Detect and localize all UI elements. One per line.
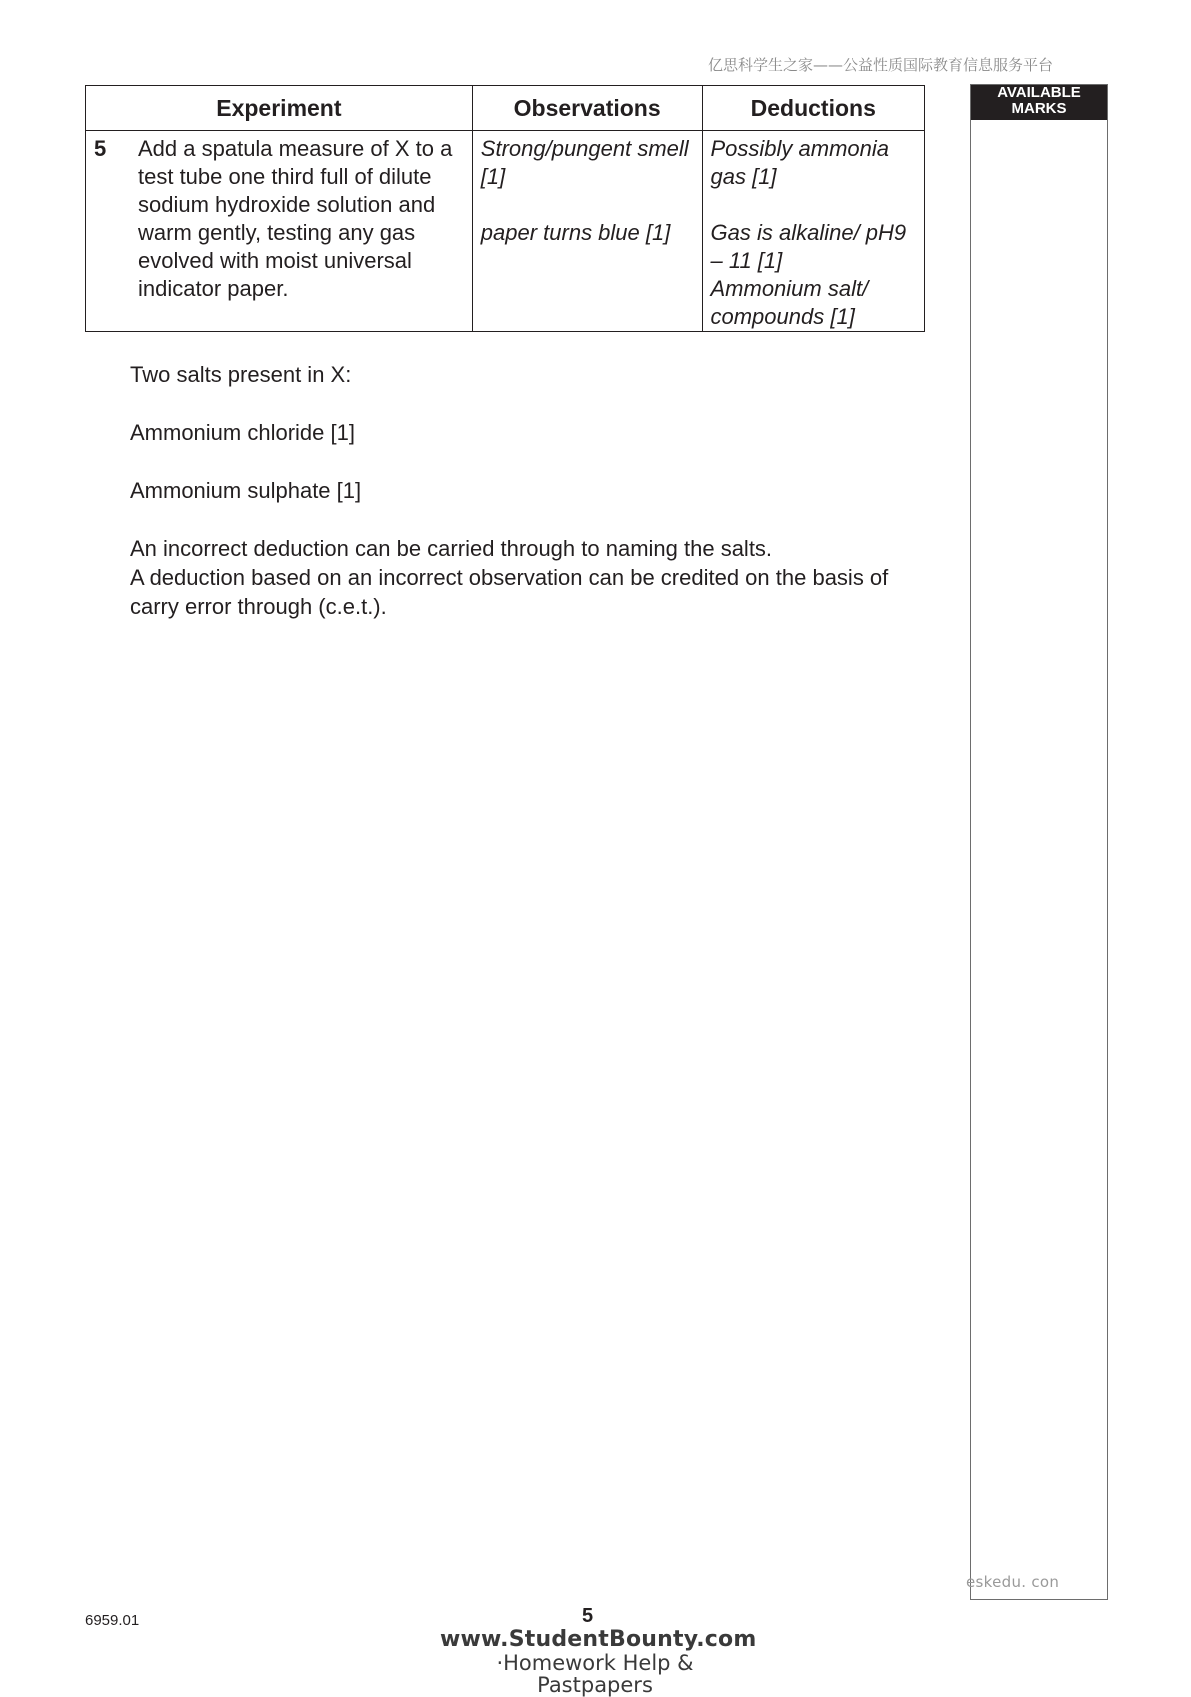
question-number: 5 [94, 136, 107, 161]
paper-code: 6959.01 [85, 1612, 140, 1629]
marks-header-line1: AVAILABLE [997, 84, 1081, 101]
marks-header-line2: MARKS [1011, 100, 1067, 117]
marking-note: A deduction based on an incorrect observation can be credited on the basis of carry error through (c.e.t.). [130, 565, 889, 619]
marking-note: An incorrect deduction can be carried through to naming the salts. [130, 536, 773, 561]
salts-intro: Two salts present in X: [130, 362, 352, 387]
experiment-cell [86, 131, 473, 332]
header-experiment: Experiment [86, 86, 473, 131]
header-observations: Observations [472, 86, 702, 131]
header-deductions: Deductions [702, 86, 925, 131]
available-marks-header [971, 85, 1107, 120]
deductions-cell [702, 131, 925, 332]
studentbounty-logo [440, 1627, 757, 1697]
header-watermark: 亿思科学生之家——公益性质国际教育信息服务平台 [707, 56, 1053, 74]
salt-answer-2: Ammonium sulphate [1] [130, 478, 362, 503]
logo-url: www.StudentBounty.com [440, 1627, 757, 1652]
experiment-text: Add a spatula measure of X to a test tube one third full of dilute sodium hydroxide solution and warm gently, testing any gas evolved with moist universal indicator paper. [138, 136, 453, 301]
salt-answer-1: Ammonium chloride [1] [130, 420, 355, 445]
logo-tagline: ·Homework Help & Pastpapers [496, 1651, 694, 1697]
deduction-item: Possibly ammonia gas [1] [710, 136, 890, 189]
side-watermark: eskedu. con [966, 1573, 1060, 1591]
available-marks-column [970, 84, 1108, 1600]
experiment-table [85, 85, 925, 332]
table-row [86, 131, 925, 332]
marking-notes [130, 534, 930, 621]
table-header-row [86, 86, 925, 131]
observation-item: paper turns blue [1] [480, 220, 671, 245]
deduction-item: Gas is alkaline/ pH9 – 11 [1] [710, 220, 907, 273]
deduction-item: Ammonium salt/ compounds [1] [710, 276, 869, 329]
observation-item: Strong/pungent smell [1] [480, 136, 689, 189]
observations-cell [472, 131, 702, 332]
page-number: 5 [582, 1605, 594, 1627]
